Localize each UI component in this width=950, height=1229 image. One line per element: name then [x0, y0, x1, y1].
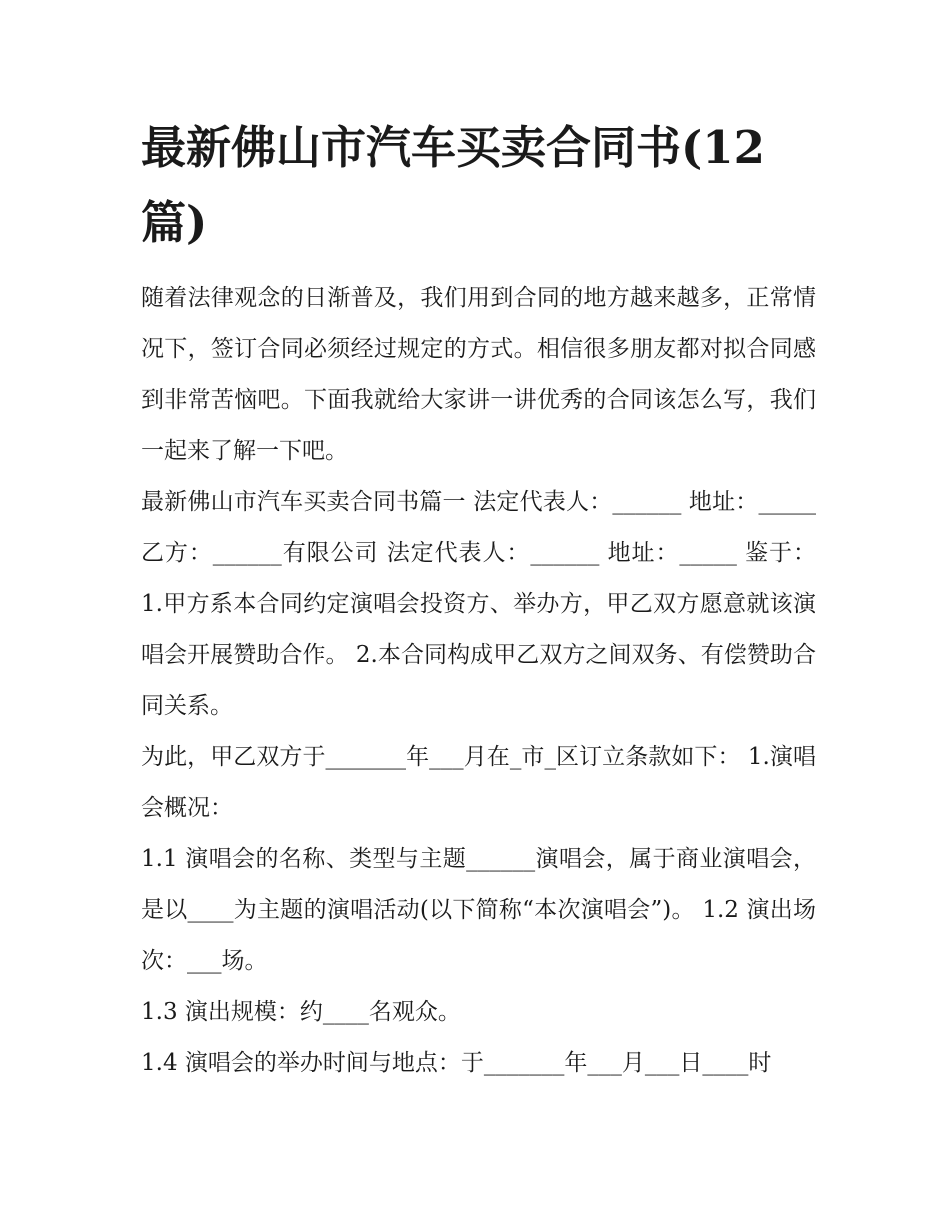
concert-name-paragraph: 1.1 演唱会的名称、类型与主题______演唱会，属于商业演唱会，是以____为主题的演唱活动(以下简称“本次演唱会”)。 1.2 演出场次：___场。 — [141, 846, 816, 974]
contract-parties-paragraph: 最新佛山市汽车买卖合同书篇一 法定代表人：______ 地址：_____ 乙方：______有限公司 法定代表人：______ 地址：_____ 鉴于： 1.甲方系本合同约定演唱会投资方、举办方，甲乙双方愿意就该演唱会开展赞助合作。 2.本合同构成甲乙双方之间双务、有偿赞助合同关系。 — [141, 489, 816, 719]
contract-date-paragraph: 为此，甲乙双方于_______年___月在_市_区订立条款如下： 1.演唱会概况： — [141, 744, 816, 821]
concert-scale-paragraph: 1.3 演出规模：约____名观众。 — [141, 999, 461, 1025]
concert-time-paragraph: 1.4 演唱会的举办时间与地点：于_______年___月___日____时 — [141, 1050, 772, 1076]
intro-paragraph: 随着法律观念的日渐普及，我们用到合同的地方越来越多，正常情况下，签订合同必须经过规定的方式。相信很多朋友都对拟合同感到非常苦恼吧。下面我就给大家讲一讲优秀的合同该怎么写，我们一起来了解一下吧。 — [141, 285, 816, 464]
document-body — [141, 110, 816, 1089]
document-title: 最新佛山市汽车买卖合同书(12篇) — [141, 121, 765, 249]
